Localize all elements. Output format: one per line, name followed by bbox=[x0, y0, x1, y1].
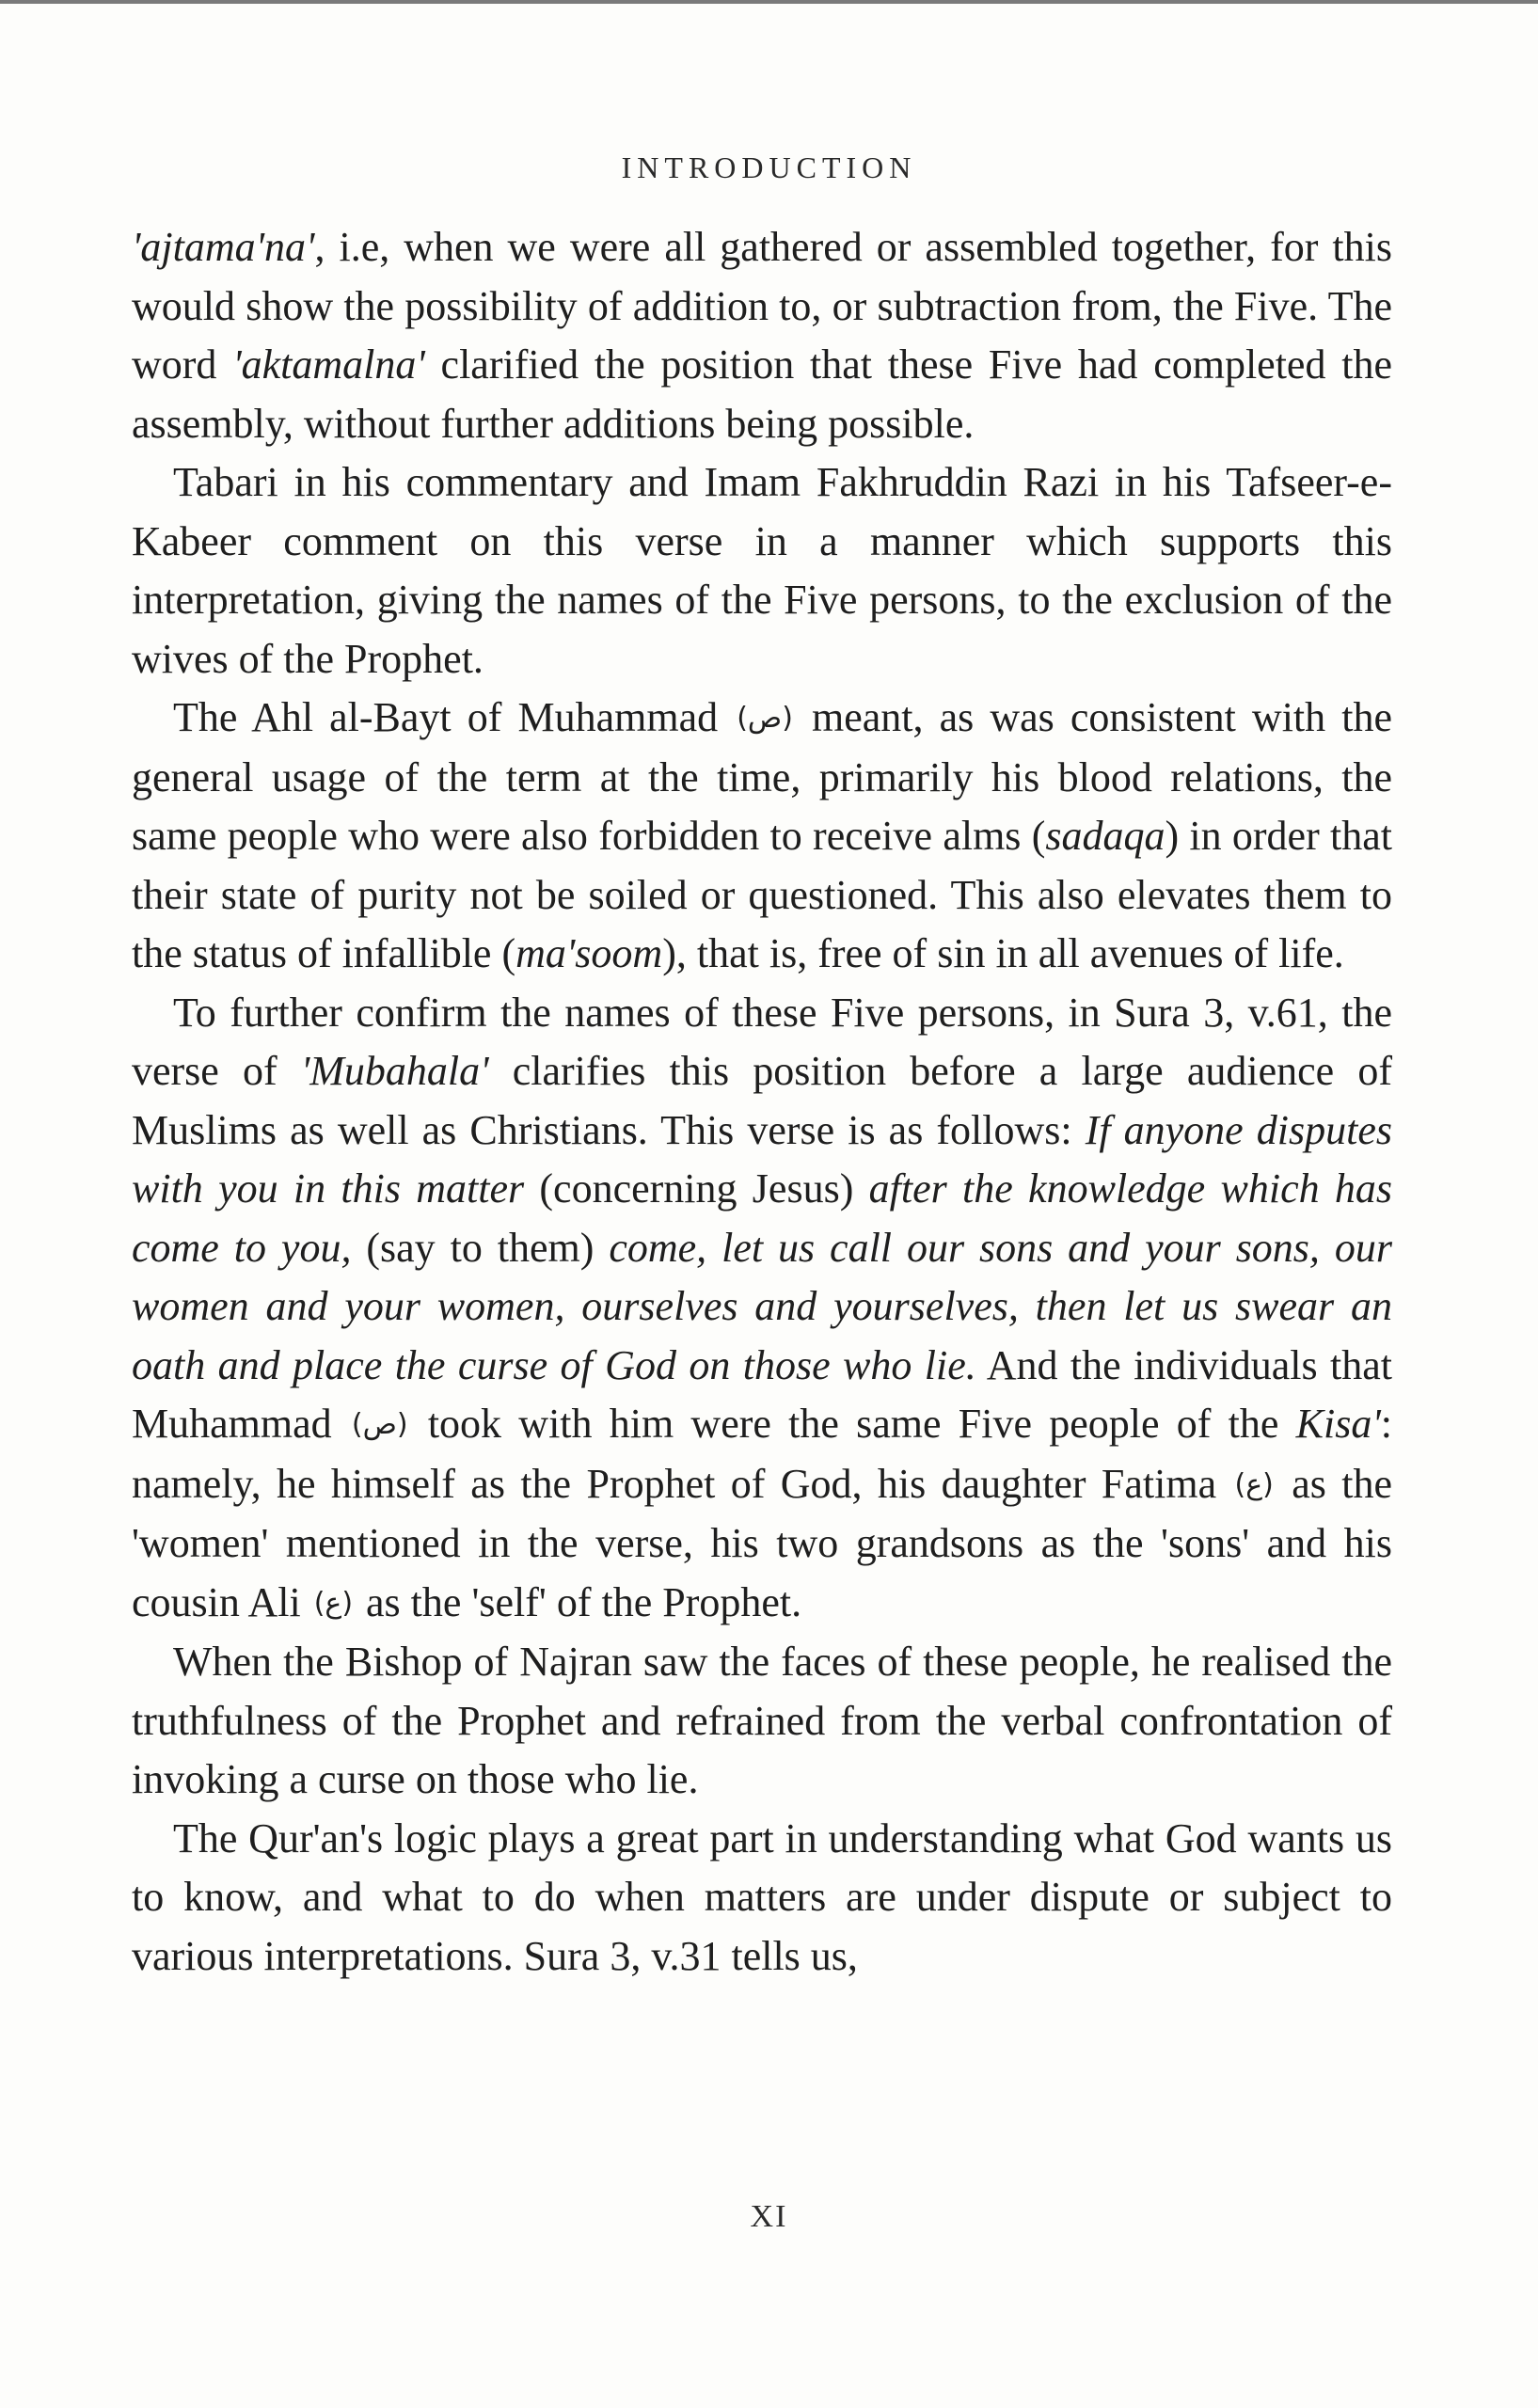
paragraph-1: 'ajtama'na', i.e, when we were all gathered or assembled together, for this would show the possibility of addition to, or subtraction from, the Five. The word 'aktamalna' clarified the position that these Five had completed the assembly, without further additions being possible. bbox=[132, 224, 1392, 447]
paragraph-6: The Qur'an's logic plays a great part in understanding what God wants us to know, and what to do when matters are under dispute or subject to various interpretations. Sura 3, v.31 tells us, bbox=[132, 1814, 1392, 1979]
verse-quote-3: come, let us call our sons and your sons, our women and your women, ourselves and yourselves, then let us swear an oath and place the curse of God on those who lie. bbox=[132, 1224, 1392, 1388]
running-head: INTRODUCTION bbox=[621, 150, 917, 184]
term-ajtamana: 'ajtama'na' bbox=[132, 224, 315, 270]
honorific-sad: (ص) bbox=[737, 702, 793, 735]
verse-quote-2: after the knowledge which has come to you, bbox=[132, 1165, 1393, 1271]
paragraph-4: To further confirm the names of these Five persons, in Sura 3, v.61, the verse of 'Mubahala' clarifies this position before a large audience of Muslims as well as Christians. This verse is as follows: If anyone disputes with you in this matter (concerning Jesus) after the knowledge which has come to you, (say to them) come, let us call our sons and your sons, our women and your women, ourselves and yourselves, then let us swear an oath and place the curse of God on those who lie. And the individuals that Muhammad (ص) took with him were the same Five people of the Kisa': namely, he himself as the Prophet of God, his daughter Fatima (ع) as the 'women' mentioned in the verse, his two grandsons as the 'sons' and his cousin Ali (ع) as the 'self' of the Prophet. bbox=[132, 989, 1393, 1625]
verse-quote-1: If anyone disputes with you in this matter bbox=[132, 1106, 1392, 1212]
body-text bbox=[132, 218, 1392, 1986]
term-masoom: ma'soom bbox=[515, 930, 663, 976]
honorific-ayn: (ع) bbox=[313, 1586, 354, 1620]
honorific-sad: (ص) bbox=[351, 1408, 408, 1441]
page-edge-rule bbox=[0, 0, 1538, 4]
paragraph-5: When the Bishop of Najran saw the faces of these people, he realised the truthfulness of the Prophet and refrained from the verbal confrontation of invoking a curse on those who lie. bbox=[132, 1639, 1392, 1802]
term-kisa: Kisa' bbox=[1295, 1401, 1381, 1447]
term-sadaqa: sadaqa bbox=[1045, 813, 1165, 859]
paragraph-3: The Ahl al-Bayt of Muhammad (ص) meant, as was consistent with the general usage of the term at the time, primarily his blood relations, the same people who were also forbidden to receive alms (sadaqa) in order that their state of purity not be soiled or questioned. This also elevates them to the status of infallible (ma'soom), that is, free of sin in all avenues of life. bbox=[132, 694, 1392, 976]
paragraph-2: Tabari in his commentary and Imam Fakhruddin Razi in his Tafseer-e-Kabeer comment on this verse in a manner which supports this interpretation, giving the names of the Five persons, to the exclusion of the wives of the Prophet. bbox=[132, 459, 1392, 682]
page-number: XI bbox=[750, 2199, 788, 2234]
term-mubahala: 'Mubahala' bbox=[300, 1048, 489, 1094]
term-aktamalna: 'aktamalna' bbox=[232, 341, 425, 388]
honorific-ayn: (ع) bbox=[1234, 1467, 1274, 1501]
